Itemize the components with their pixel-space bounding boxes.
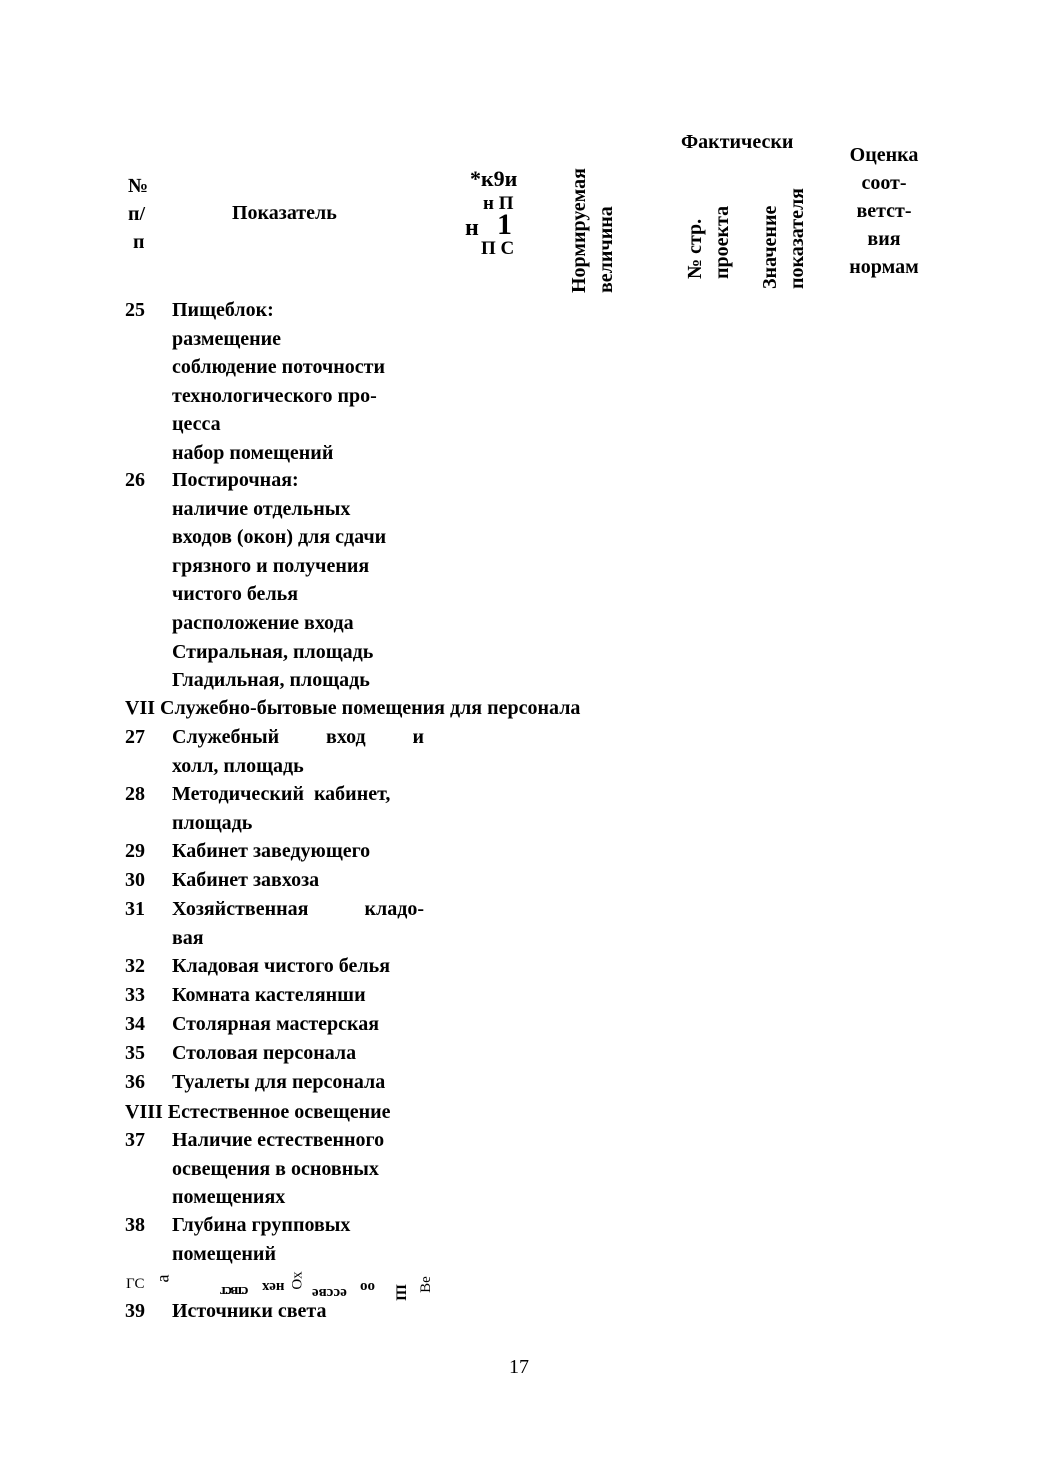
row-number: 33	[125, 984, 145, 1006]
row-number: 31	[125, 898, 145, 920]
page-number: 17	[509, 1356, 529, 1378]
row-text: Кабинет заведующего	[172, 840, 371, 862]
row-number: 39	[125, 1300, 145, 1322]
header-symbol-row1: *к9и	[470, 166, 518, 191]
header-num-line2: п/	[128, 203, 146, 225]
row-text: Источники света	[172, 1300, 327, 1322]
header-symbol-big-n: н	[465, 215, 479, 241]
row-number: 25	[125, 299, 145, 321]
row-number: 35	[125, 1042, 145, 1064]
row-text: Туалеты для персонала	[172, 1071, 386, 1093]
header-num-line3: п	[133, 231, 145, 253]
row-text: Постирочная: наличие отдельных входов (окон) для сдачи грязного и получения чистого белья расположение входа Стиральная, площадь Гладильная, площадь	[172, 469, 387, 692]
row-number: 28	[125, 783, 145, 805]
row-number: 34	[125, 1013, 145, 1035]
row-number: 37	[125, 1129, 145, 1151]
row-text: Хозяйственная кладо- вая	[172, 898, 424, 949]
header-page-ref: № стр. проекта	[684, 205, 733, 279]
row-text: Столярная мастерская	[172, 1013, 380, 1035]
header-assessment: Оценка соот- ветст- вия нормам	[849, 144, 919, 278]
header-indicator: Показатель	[232, 202, 337, 224]
header-normative: Нормируемая величина	[568, 168, 617, 293]
row-number: 26	[125, 469, 145, 491]
row-text: Глубина групповых помещений	[172, 1214, 351, 1265]
section-heading-7: VII Служебно-бытовые помещения для персонала	[125, 697, 581, 719]
row-number: 36	[125, 1071, 145, 1093]
header-symbol-one: 1	[497, 208, 512, 241]
row-text: Методический кабинет, площадь	[172, 783, 391, 834]
row-text: Служебный вход и холл, площадь	[172, 726, 424, 777]
row-number: 30	[125, 869, 145, 891]
row-text: Кладовая чистого белья	[172, 955, 391, 977]
row-number: 27	[125, 726, 145, 748]
row-text: Комната кастелянши	[172, 984, 366, 1006]
row-text: Столовая персонала	[172, 1042, 357, 1064]
row-text: Наличие естественного освещения в основных помещениях	[172, 1129, 385, 1209]
header-actual: Фактически	[681, 131, 794, 153]
row-number: 38	[125, 1214, 145, 1236]
header-symbol-row4: П С	[481, 238, 515, 259]
row-text: Пищеблок: размещение соблюдение поточности технологического про- цесса набор помещений	[172, 299, 385, 464]
header-num-line1: №	[128, 175, 149, 197]
header-value: Значение показателя	[759, 187, 808, 289]
row-text: Кабинет завхоза	[172, 869, 320, 891]
header-symbol-row2: н П	[483, 193, 514, 214]
row-number: 29	[125, 840, 145, 862]
row-number: 32	[125, 955, 145, 977]
section-heading-8: VIII Естественное освещение	[125, 1101, 391, 1123]
